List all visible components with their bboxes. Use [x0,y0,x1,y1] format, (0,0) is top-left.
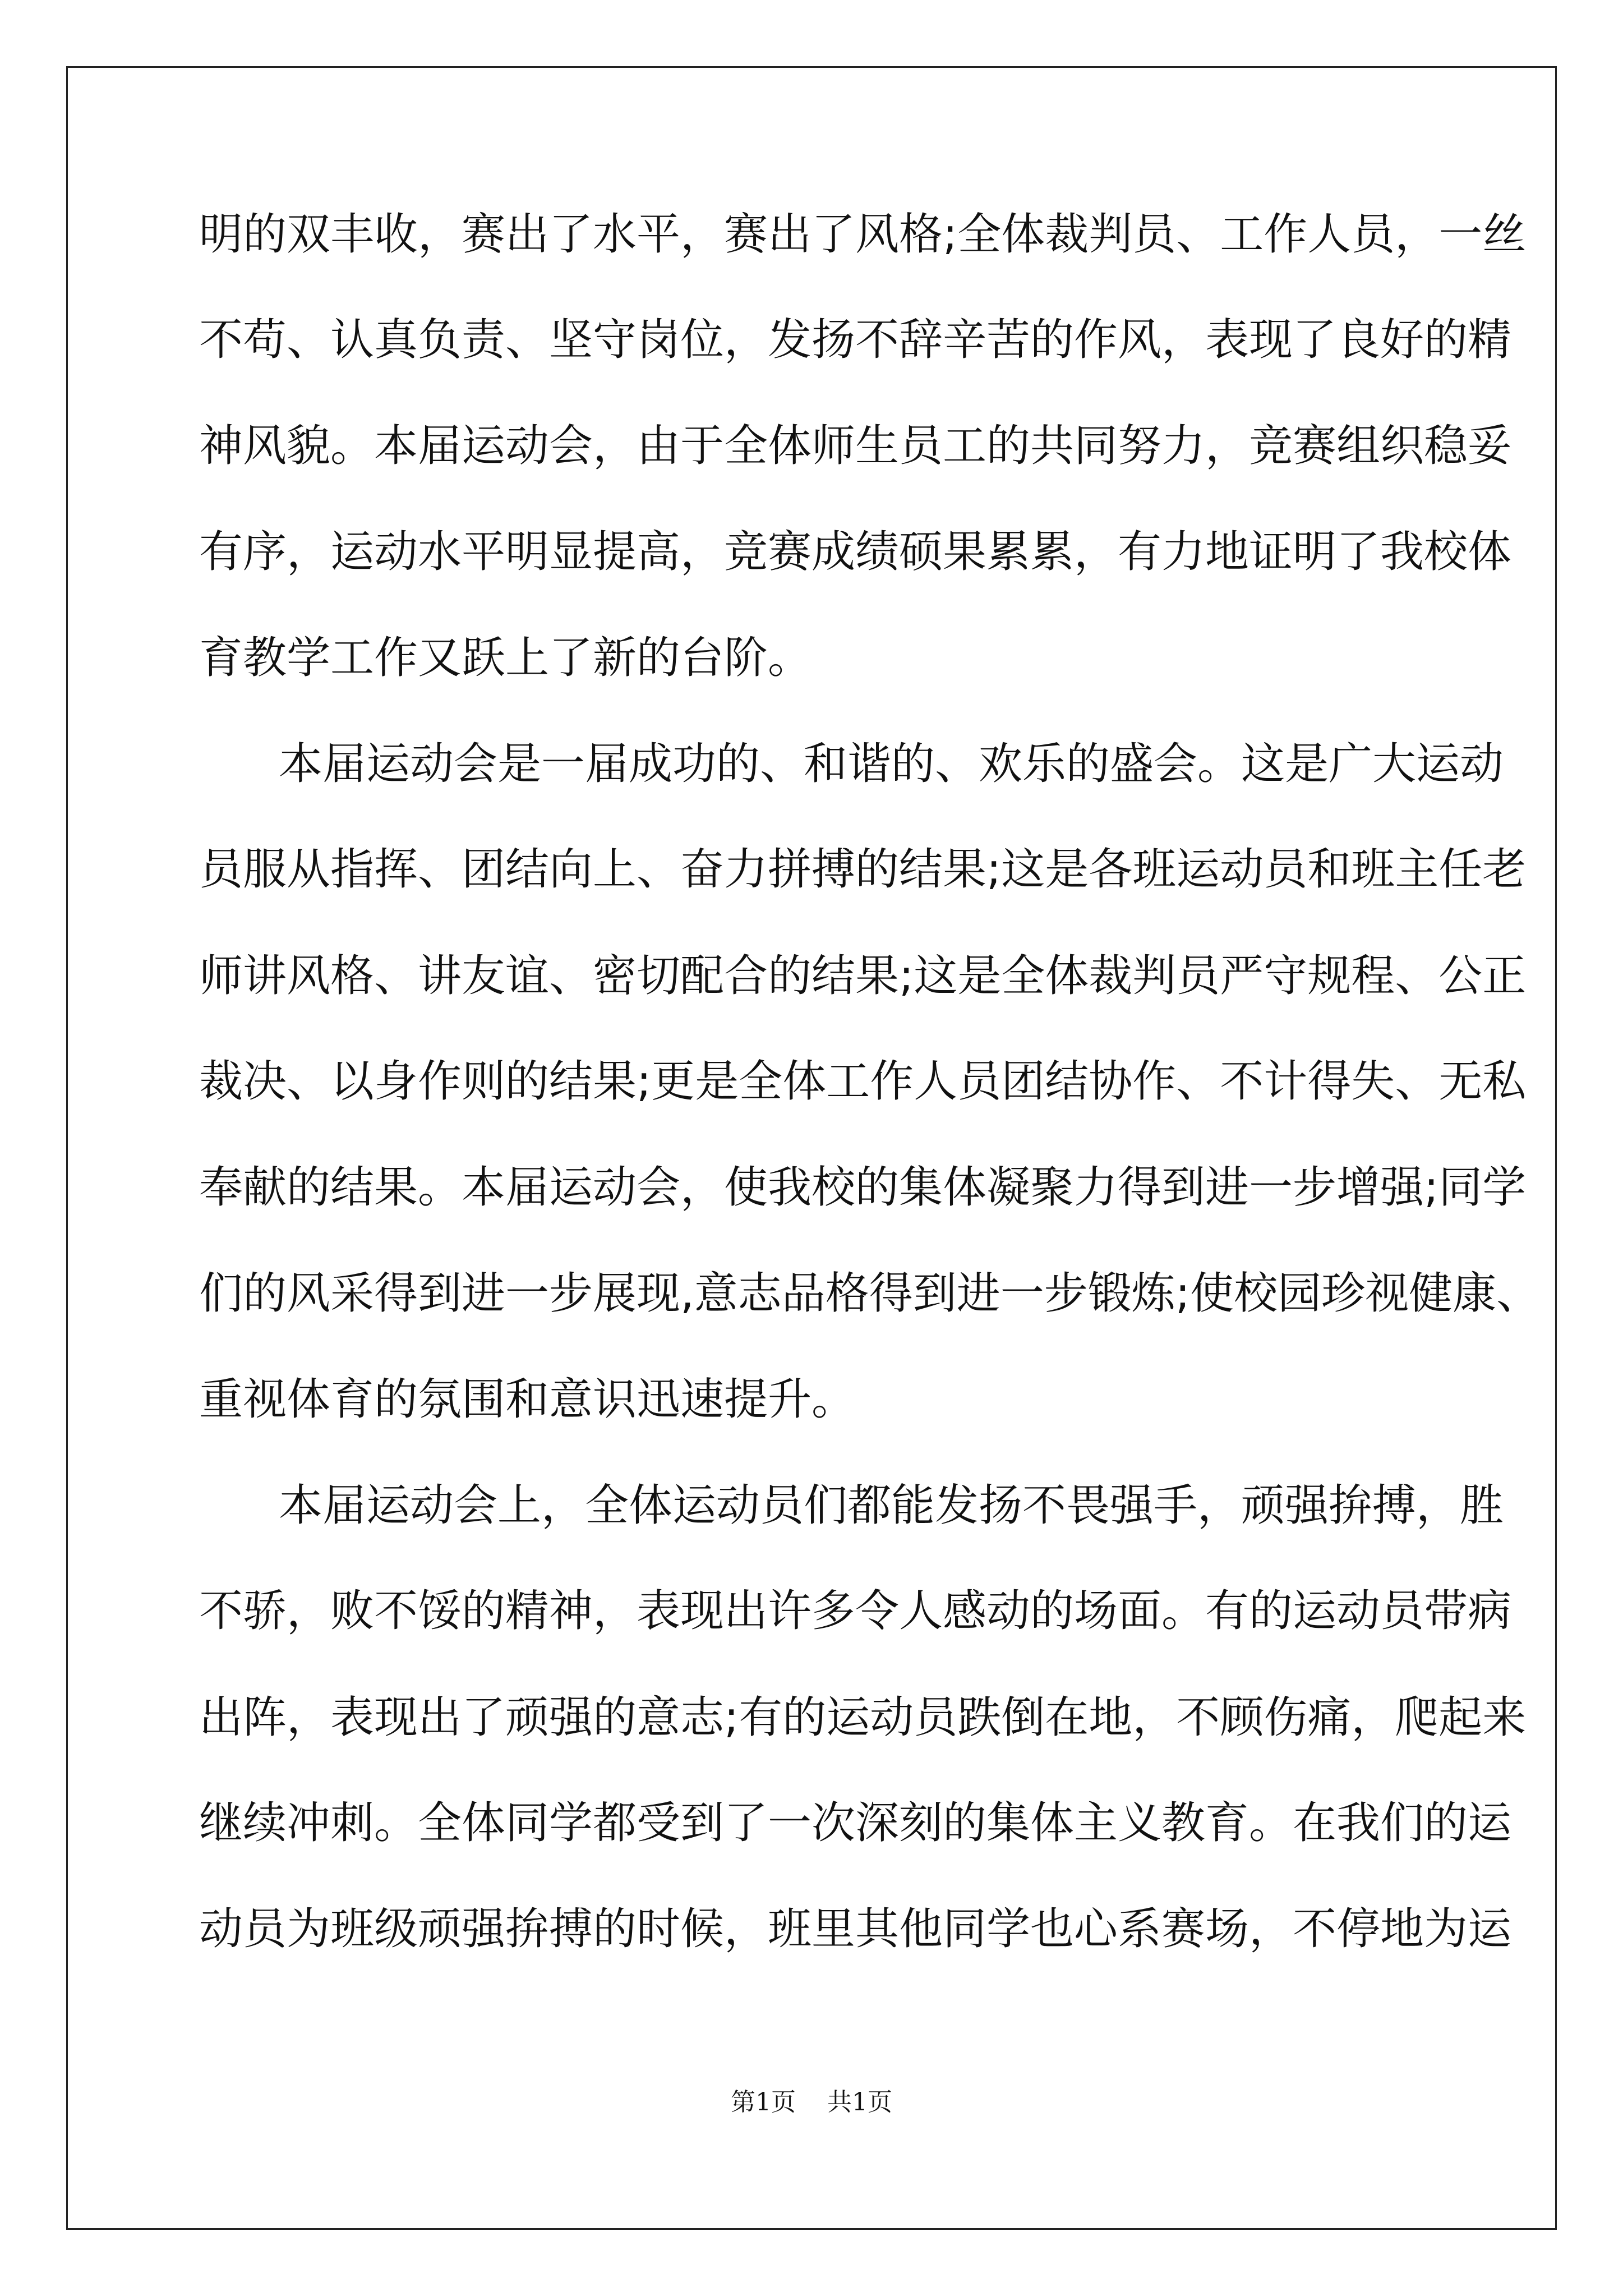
text-line: 不苟、认真负责、坚守岗位，发扬不辞辛苦的作风，表现了良好的精 [199,315,1512,365]
text-line: 不骄，败不馁的精神，表现出许多令人感动的场面。有的运动员带病 [199,1586,1512,1636]
text-line: 们的风采得到进一步展现,意志品格得到进一步锻炼;使校园珍视健康、 [199,1268,1541,1319]
text-line: 重视体育的氛围和意识迅速提升。 [199,1374,856,1425]
page-number-current: 第1页 [731,2088,796,2116]
text-line: 师讲风格、讲友谊、密切配合的结果;这是全体裁判员严守规程、公正 [199,951,1527,1001]
text-line: 裁决、以身作则的结果;更是全体工作人员团结协作、不计得失、无私 [199,1056,1527,1107]
text-line: 出阵，表现出了顽强的意志;有的运动员跌倒在地，不顾伤痛，爬起来 [199,1692,1527,1743]
text-line: 继续冲刺。全体同学都受到了一次深刻的集体主义教育。在我们的运 [199,1798,1512,1848]
page-footer [0,2087,1623,2118]
text-line: 有序，运动水平明显提高，竞赛成绩硕果累累，有力地证明了我校体 [199,527,1512,577]
text-line: 育教学工作又跃上了新的台阶。 [199,633,812,683]
text-line: 本届运动会上，全体运动员们都能发扬不畏强手，顽强拚搏，胜 [279,1480,1504,1531]
text-line: 神风貌。本届运动会，由于全体师生员工的共同努力，竞赛组织稳妥 [199,421,1512,471]
page-number-total: 共1页 [827,2088,892,2116]
text-line: 奉献的结果。本届运动会，使我校的集体凝聚力得到进一步增强;同学 [199,1162,1527,1213]
text-line: 员服从指挥、团结向上、奋力拼搏的结果;这是各班运动员和班主任老 [199,844,1527,895]
text-line: 动员为班级顽强拚搏的时候，班里其他同学也心系赛场，不停地为运 [199,1904,1512,1954]
text-line: 本届运动会是一届成功的、和谐的、欢乐的盛会。这是广大运动 [279,739,1504,789]
text-line: 明的双丰收，赛出了水平，赛出了风格;全体裁判员、工作人员，一丝 [199,209,1527,260]
